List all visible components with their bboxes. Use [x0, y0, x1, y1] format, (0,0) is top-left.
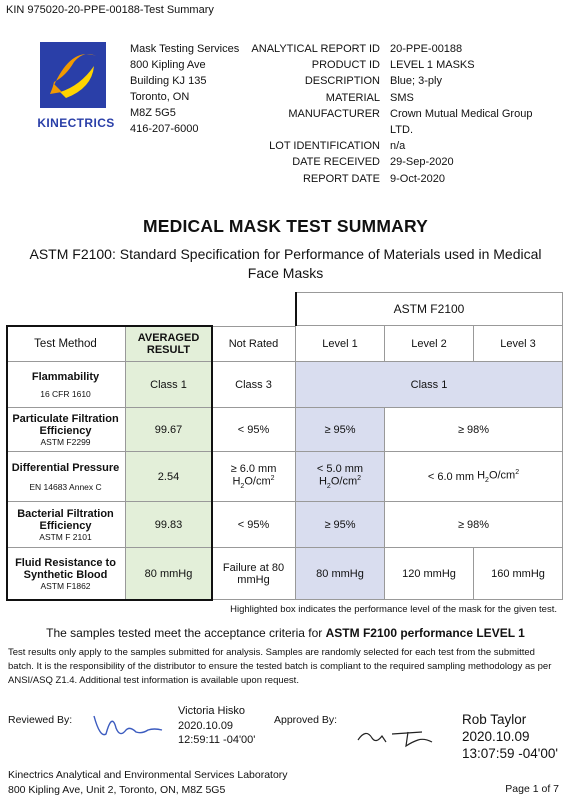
- report-info-label: MANUFACTURER: [288, 107, 380, 120]
- value-unit: $H_2O/cm^2$: [477, 469, 520, 484]
- levels-flammability: Class 1: [296, 362, 563, 408]
- test-name: Synthetic Blood: [23, 568, 108, 581]
- report-info-label: REPORT DATE: [302, 172, 380, 185]
- address-line: Building KJ 135: [130, 75, 207, 87]
- reviewer-name: Victoria Hisko: [178, 705, 246, 717]
- report-info-label: MATERIAL: [325, 91, 380, 104]
- approver-block: [462, 711, 558, 762]
- level23-pfe: ≥ 98%: [385, 408, 563, 452]
- not-rated-pfe: < 95%: [212, 408, 296, 452]
- logo-swirl-icon: [40, 42, 106, 108]
- value-text: Failure at 80: [222, 561, 285, 574]
- report-info-value: SMS: [390, 91, 414, 104]
- row-flammability-name: [6, 362, 126, 408]
- logo-wordmark: KINECTRICS: [37, 116, 115, 130]
- level2-fluid: 120 mmHg: [385, 548, 474, 600]
- row-pfe-name: [6, 408, 126, 452]
- report-info-value: LEVEL 1 MASKS: [390, 59, 475, 72]
- acceptance-statement: [0, 626, 571, 640]
- header-level-2: Level 2: [385, 326, 474, 362]
- footer: [8, 768, 288, 798]
- report-info-value: 29-Sep-2020: [390, 156, 454, 169]
- footer-line: 800 Kipling Ave, Unit 2, Toronto, ON, M8Z 5G5: [8, 784, 226, 796]
- header-not-rated: Not Rated: [212, 326, 296, 362]
- report-info-row: [250, 171, 570, 187]
- report-info-label: ANALYTICAL REPORT ID: [251, 43, 380, 55]
- report-info-value: n/a: [390, 140, 406, 153]
- report-info-label: [250, 122, 390, 138]
- test-standard: ASTM F 2101: [39, 531, 92, 542]
- result-flammability: Class 1: [126, 362, 212, 408]
- test-standard: EN 14683 Annex C: [29, 481, 102, 492]
- report-info-row: [250, 154, 570, 170]
- report-info-value: Blue; 3-ply: [390, 75, 442, 88]
- test-name: Efficiency: [39, 519, 92, 532]
- document-header: KIN 975020-20-PPE-00188-Test Summary: [6, 4, 214, 16]
- report-info-label: LOT IDENTIFICATION: [269, 140, 380, 153]
- result-dp: 2.54: [126, 452, 212, 502]
- not-rated-dp: [212, 452, 296, 502]
- approver-name: Rob Taylor: [462, 712, 527, 727]
- lab-address: [130, 41, 239, 137]
- level23-dp: [385, 452, 563, 502]
- approver-date: 2020.10.09: [462, 729, 530, 744]
- test-standard: ASTM F2299: [40, 436, 91, 447]
- row-bfe-name: [6, 502, 126, 548]
- result-fluid: 80 mmHg: [126, 548, 212, 600]
- report-info-row: [250, 73, 570, 89]
- reviewer-signature-icon: [90, 708, 170, 742]
- report-info-label: DATE RECEIVED: [292, 156, 380, 169]
- level1-fluid: 80 mmHg: [296, 548, 385, 600]
- address-line: M8Z 5G5: [130, 107, 176, 119]
- test-standard: ASTM F1862: [40, 580, 91, 591]
- not-rated-fluid: [212, 548, 296, 600]
- report-info-label: PRODUCT ID: [311, 59, 380, 72]
- approved-by-label: Approved By:: [274, 714, 338, 726]
- report-info-value: 9-Oct-2020: [390, 172, 446, 185]
- address-line: Mask Testing Services: [130, 43, 240, 55]
- header-test-method: Test Method: [6, 326, 126, 362]
- report-info-row: [250, 41, 570, 57]
- report-info-value: LTD.: [390, 124, 414, 137]
- value-text: < 6.0 mm: [427, 470, 475, 483]
- page-title: MEDICAL MASK TEST SUMMARY: [143, 216, 428, 236]
- report-info-label: DESCRIPTION: [304, 75, 380, 88]
- address-line: 416-207-6000: [130, 123, 199, 135]
- logo-mark: [40, 42, 106, 108]
- table-caption: Highlighted box indicates the performance level of the mask for the given test.: [230, 604, 557, 615]
- reviewer-time: 12:59:11 -04'00': [178, 734, 256, 746]
- report-info-row: [250, 122, 570, 138]
- level1-dp: [296, 452, 385, 502]
- subtitle-line: ASTM F2100: Standard Specification for Performance of Materials used in Medical: [29, 246, 542, 262]
- approver-signature-icon: [352, 722, 442, 752]
- report-info-value: Crown Mutual Medical Group: [390, 107, 533, 120]
- value-text: mmHg: [237, 573, 270, 586]
- value-unit: $H_2O/cm^2$: [318, 475, 362, 490]
- acceptance-text: The samples tested meet the acceptance criteria for: [46, 626, 326, 640]
- page-number: Page 1 of 7: [505, 783, 559, 795]
- reviewer-block: [178, 704, 255, 748]
- report-info-row: [250, 106, 570, 122]
- report-info-value: 20-PPE-00188: [390, 43, 463, 55]
- header-text: AVERAGED: [137, 331, 200, 344]
- address-line: Toronto, ON: [130, 91, 190, 103]
- footer-line: Kinectrics Analytical and Environmental Services Laboratory: [8, 769, 288, 781]
- report-info-row: [250, 90, 570, 106]
- reviewed-by-label: Reviewed By:: [8, 714, 73, 726]
- result-bfe: 99.83: [126, 502, 212, 548]
- row-dp-name: [6, 452, 126, 502]
- test-name: Bacterial Filtration: [17, 507, 114, 520]
- kinectrics-logo: [36, 42, 115, 132]
- value-unit: $H_2O/cm^2$: [232, 475, 275, 490]
- page-subtitle: [20, 245, 551, 283]
- test-name: Particulate Filtration: [12, 412, 119, 425]
- level1-pfe: ≥ 95%: [296, 408, 385, 452]
- test-name: Differential Pressure: [11, 461, 120, 474]
- test-name: Fluid Resistance to: [15, 556, 116, 569]
- not-rated-flammability: Class 3: [212, 362, 296, 408]
- test-name: Flammability: [31, 370, 100, 383]
- level23-bfe: ≥ 98%: [385, 502, 563, 548]
- report-info: [250, 41, 570, 187]
- test-notes: Test results only apply to the samples submitted for analysis. Samples are randomly selected for each test from the submitted batch. It is the responsibility of the distributor to ensure the tested batch is compliant to the required sampling methodology as per ANSI/ASQ Z1.4. Additional test information is available upon request.: [8, 647, 552, 686]
- reviewer-date: 2020.10.09: [178, 719, 234, 732]
- header-text: RESULT: [146, 343, 191, 356]
- approver-time: 13:07:59 -04'00': [462, 746, 558, 761]
- level3-fluid: 160 mmHg: [474, 548, 563, 600]
- report-info-row: [250, 57, 570, 73]
- header-averaged-result: [126, 326, 212, 362]
- not-rated-bfe: < 95%: [212, 502, 296, 548]
- row-fluid-name: [6, 548, 126, 600]
- result-pfe: 99.67: [126, 408, 212, 452]
- test-name: Efficiency: [39, 424, 92, 437]
- value-text: < 5.0 mm: [316, 463, 364, 476]
- header-level-1: Level 1: [296, 326, 385, 362]
- acceptance-level: ASTM F2100 performance LEVEL 1: [325, 626, 525, 640]
- level1-bfe: ≥ 95%: [296, 502, 385, 548]
- results-table: [6, 292, 563, 602]
- report-info-row: [250, 138, 570, 154]
- address-line: 800 Kipling Ave: [130, 59, 206, 71]
- astm-header: ASTM F2100: [296, 292, 563, 326]
- value-text: ≥ 6.0 mm: [230, 463, 277, 476]
- subtitle-line: Face Masks: [247, 265, 324, 281]
- test-standard: 16 CFR 1610: [40, 388, 91, 399]
- header-level-3: Level 3: [474, 326, 563, 362]
